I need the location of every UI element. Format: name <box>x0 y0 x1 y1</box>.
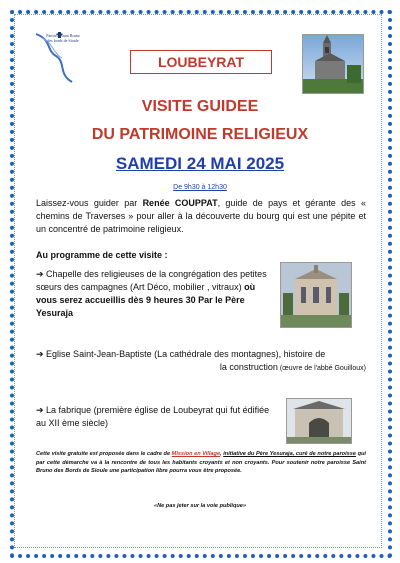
intro-before: Laissez-vous guider par <box>36 198 143 208</box>
programme-item-fabrique <box>36 404 276 430</box>
town-box <box>130 50 272 74</box>
title-line2: DU PATRIMOINE RELIGIEUX <box>91 126 309 143</box>
event-date: SAMEDI 24 MAI 2025 <box>115 154 285 173</box>
arrow-right-icon: ➔ <box>36 269 47 279</box>
event-hours: De 9h30 à 12h30 <box>173 184 227 191</box>
arrow-right-icon: ➔ <box>36 349 47 359</box>
intro-paragraph <box>36 197 366 236</box>
note-part3: qui par cette démarche va à la rencontre de tous les habitants croyants et non croyants. Pour soutenir notre paroisse Saint Bruno des Bords de Sioule une participation libre pourra vous être proposée. <box>36 451 366 474</box>
item1-text: Chapelle des religieuses de la congrégation des petites sœurs des campagnes (Art Déco, mobilier , vitraux) <box>36 269 267 292</box>
fabrique-photo <box>286 398 352 444</box>
note-part1: Cette visite gratuite est proposée dans le cadre de <box>36 451 172 457</box>
note-initiative: initiative du Père Yesuraja, curé de notre paroisse <box>223 451 356 457</box>
programme-item-church <box>36 348 366 375</box>
note-part2: , <box>220 451 224 457</box>
item3-text: La fabrique (première église de Loubeyrat qui fut édifiée au XII ème siècle) <box>36 405 270 428</box>
chapel-photo <box>280 262 352 328</box>
item2-line2: la construction <box>219 362 278 372</box>
note-mission-link[interactable]: Mission en Village <box>171 451 221 457</box>
title-line1: VISITE GUIDEE <box>141 98 259 115</box>
item1-bold: où vous serez accueillis dès 9 heures 30 Par le Père Yesuraja <box>36 282 256 318</box>
programme-item-chapel <box>36 268 272 320</box>
info-note <box>36 450 366 476</box>
logo-line1: Paroisse Saint Bruno <box>46 33 80 38</box>
logo-caption <box>28 33 98 43</box>
programme-title: Au programme de cette visite : <box>36 250 168 260</box>
guide-name: Renée COUPPAT <box>142 198 218 208</box>
item2-small: (œuvre de l'abbé Gouilloux) <box>277 365 366 372</box>
item2-line2-wrap <box>36 361 366 375</box>
town-name: LOUBEYRAT <box>157 54 245 70</box>
arrow-right-icon: ➔ <box>36 405 47 415</box>
item2-line1: Eglise Saint-Jean-Baptiste (La cathédrale des montagnes), histoire de <box>46 349 326 359</box>
logo-line2: des bords de Sioule <box>47 38 79 43</box>
footer-notice: «Ne pas jeter sur la voie publique» <box>153 503 247 509</box>
intro-after: , guide de pays et gérante des « chemins de Traverses » pour aller à la découverte du bourg qui est une pépite et un concentré de patrimoine religieux. <box>36 198 366 234</box>
church-photo <box>302 34 364 94</box>
